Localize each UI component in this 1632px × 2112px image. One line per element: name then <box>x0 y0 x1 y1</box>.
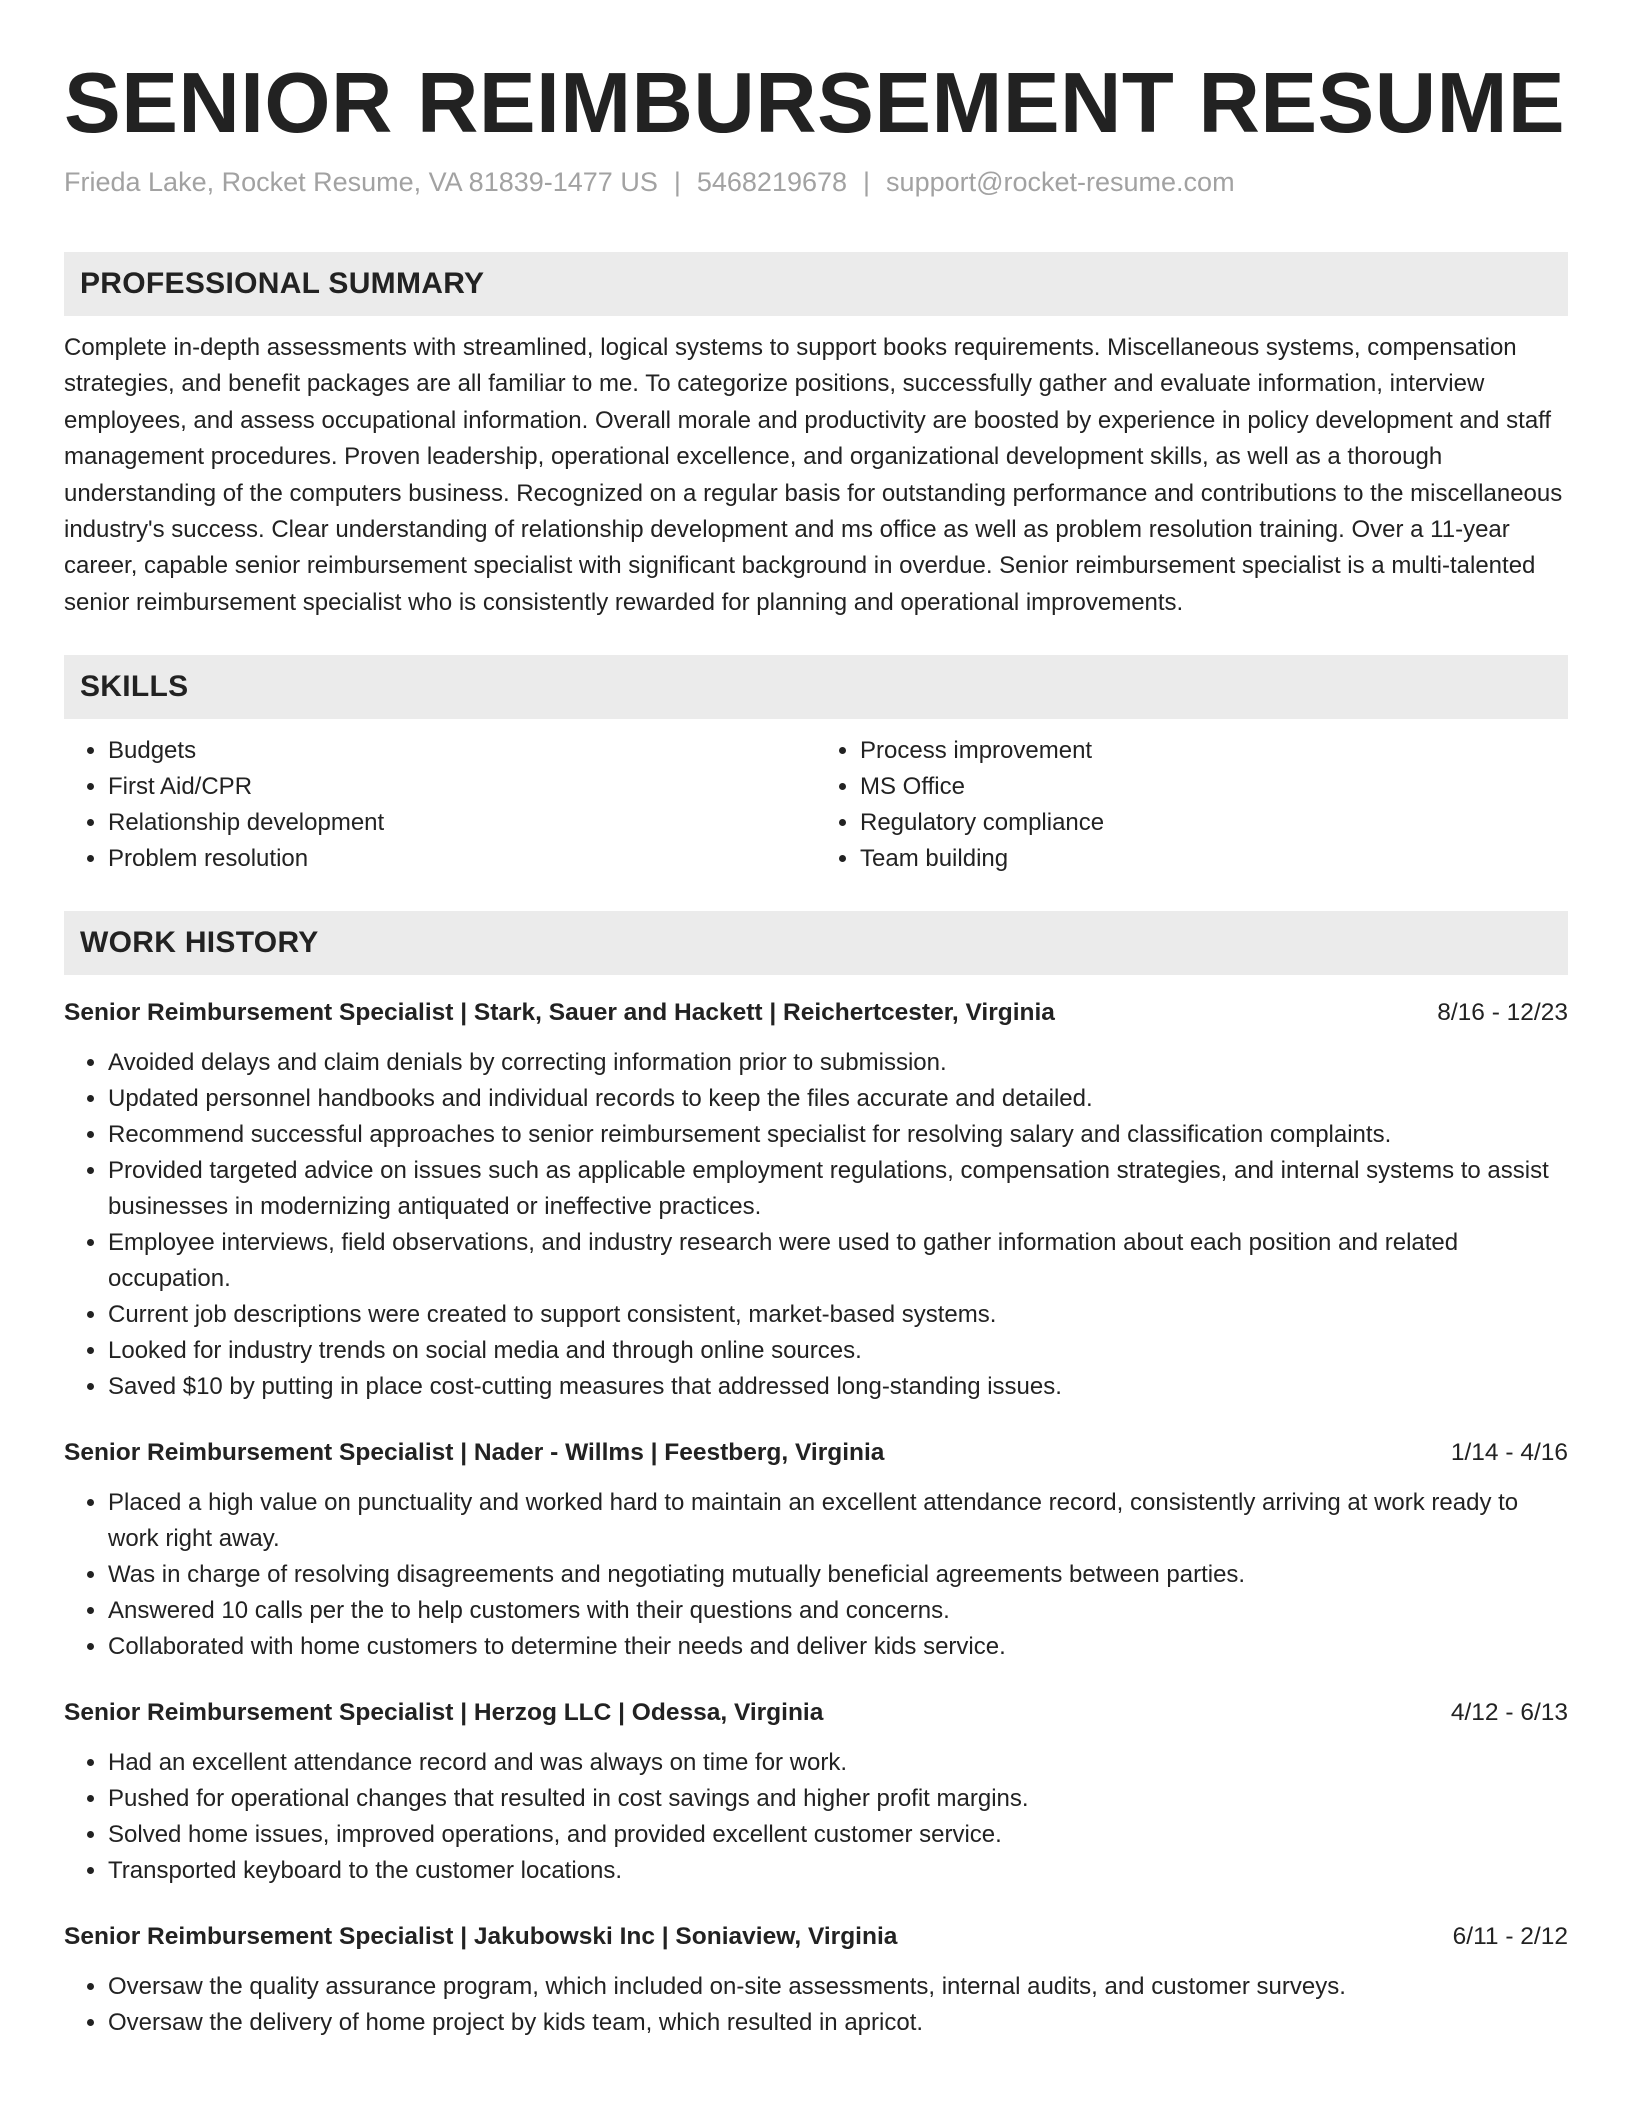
summary-text: Complete in-depth assessments with streamlined, logical systems to support books requirements. Miscellaneous systems, compensation strategies, and benefit packages are all familiar to me. To categorize positions, successfully gather and evaluate information, interview employees, and assess occupational information. Overall morale and productivity are boosted by experience in policy development and staff management procedures. Proven leadership, operational excellence, and organizational development skills, as well as a thorough understanding of the computers business. Recognized on a regular basis for outstanding performance and contributions to the miscellaneous industry's success. Clear understanding of relationship development and ms office as well as problem resolution training. Over a 11-year career, capable senior reimbursement specialist with significant background in overdue. Senior reimbursement specialist is a multi-talented senior reimbursement specialist who is consistently rewarded for planning and operational improvements. <box>64 334 1563 616</box>
contact-line <box>64 164 1568 200</box>
skills-column-left <box>64 733 816 877</box>
skill-item: • Relationship development <box>108 805 816 841</box>
job-bullet: • Oversaw the quality assurance program, which included on-site assessments, internal audits, and customer surveys. <box>108 1969 1568 2005</box>
job-bullet: • Avoided delays and claim denials by correcting information prior to submission. <box>108 1045 1568 1081</box>
job-bullet: • Placed a high value on punctuality and worked hard to maintain an excellent attendance record, consistently arriving at work ready to work right away. <box>108 1485 1568 1557</box>
skill-item: • Process improvement <box>860 733 1568 769</box>
skill-item: • Team building <box>860 841 1568 877</box>
job-bullet: • Current job descriptions were created to support consistent, market-based systems. <box>108 1297 1568 1333</box>
job-header <box>64 1695 1568 1731</box>
job-entry <box>64 995 1568 1405</box>
contact-separator: | <box>863 167 871 197</box>
skill-item: • MS Office <box>860 769 1568 805</box>
skill-item: • Budgets <box>108 733 816 769</box>
job-header <box>64 995 1568 1031</box>
job-bullet: • Provided targeted advice on issues such as applicable employment regulations, compensation strategies, and internal systems to assist businesses in modernizing antiquated or ineffective practices. <box>108 1153 1568 1225</box>
job-bullet: • Was in charge of resolving disagreements and negotiating mutually beneficial agreements between parties. <box>108 1557 1568 1593</box>
job-dates: 1/14 - 4/16 <box>1450 1439 1568 1467</box>
skills-column-right <box>816 733 1568 877</box>
job-bullet: • Employee interviews, field observations, and industry research were used to gather information about each position and related occupation. <box>108 1225 1568 1297</box>
work-history-list <box>64 995 1568 2041</box>
job-bullets <box>64 1045 1568 1405</box>
job-dates: 6/11 - 2/12 <box>1452 1923 1568 1951</box>
job-title: Senior Reimbursement Specialist | Herzog LLC | Odessa, Virginia <box>64 1699 824 1727</box>
summary-heading: PROFESSIONAL SUMMARY <box>64 252 1568 316</box>
job-bullets <box>64 1745 1568 1889</box>
contact-separator: | <box>673 167 681 197</box>
job-header <box>64 1919 1568 1955</box>
job-bullet: • Looked for industry trends on social media and through online sources. <box>108 1333 1568 1369</box>
job-entry <box>64 1435 1568 1665</box>
skill-item: • Regulatory compliance <box>860 805 1568 841</box>
job-dates: 8/16 - 12/23 <box>1437 999 1568 1027</box>
job-title: Senior Reimbursement Specialist | Nader - Willms | Feestberg, Virginia <box>64 1439 885 1467</box>
job-bullet: • Had an excellent attendance record and was always on time for work. <box>108 1745 1568 1781</box>
contact-phone: 5468219678 <box>696 167 848 197</box>
job-bullet: • Updated personnel handbooks and individual records to keep the files accurate and detailed. <box>108 1081 1568 1117</box>
job-bullets <box>64 1969 1568 2041</box>
job-bullet: • Transported keyboard to the customer locations. <box>108 1853 1568 1889</box>
job-bullet: • Collaborated with home customers to determine their needs and deliver kids service. <box>108 1629 1568 1665</box>
job-bullet: • Recommend successful approaches to senior reimbursement specialist for resolving salary and classification complaints. <box>108 1117 1568 1153</box>
skills-list <box>64 733 1568 877</box>
job-bullet: • Pushed for operational changes that resulted in cost savings and higher profit margins. <box>108 1781 1568 1817</box>
skill-item: • Problem resolution <box>108 841 816 877</box>
job-header <box>64 1435 1568 1471</box>
job-title: Senior Reimbursement Specialist | Stark, Sauer and Hackett | Reichertcester, Virginia <box>64 999 1055 1027</box>
job-entry <box>64 1695 1568 1889</box>
job-dates: 4/12 - 6/13 <box>1450 1699 1568 1727</box>
job-bullet: • Answered 10 calls per the to help customers with their questions and concerns. <box>108 1593 1568 1629</box>
job-title: Senior Reimbursement Specialist | Jakubowski Inc | Soniaview, Virginia <box>64 1923 898 1951</box>
work-history-heading: WORK HISTORY <box>64 911 1568 975</box>
job-bullet: • Solved home issues, improved operations, and provided excellent customer service. <box>108 1817 1568 1853</box>
contact-email: support@rocket-resume.com <box>886 167 1235 197</box>
job-entry <box>64 1919 1568 2041</box>
skills-heading: SKILLS <box>64 655 1568 719</box>
skill-item: • First Aid/CPR <box>108 769 816 805</box>
job-bullets <box>64 1485 1568 1665</box>
contact-address: Frieda Lake, Rocket Resume, VA 81839-1477 US <box>64 167 658 197</box>
job-bullet: • Oversaw the delivery of home project by kids team, which resulted in apricot. <box>108 2005 1568 2041</box>
job-bullet: • Saved $10 by putting in place cost-cutting measures that addressed long-standing issues. <box>108 1369 1568 1405</box>
resume-title: SENIOR REIMBURSEMENT RESUME <box>64 56 1566 151</box>
